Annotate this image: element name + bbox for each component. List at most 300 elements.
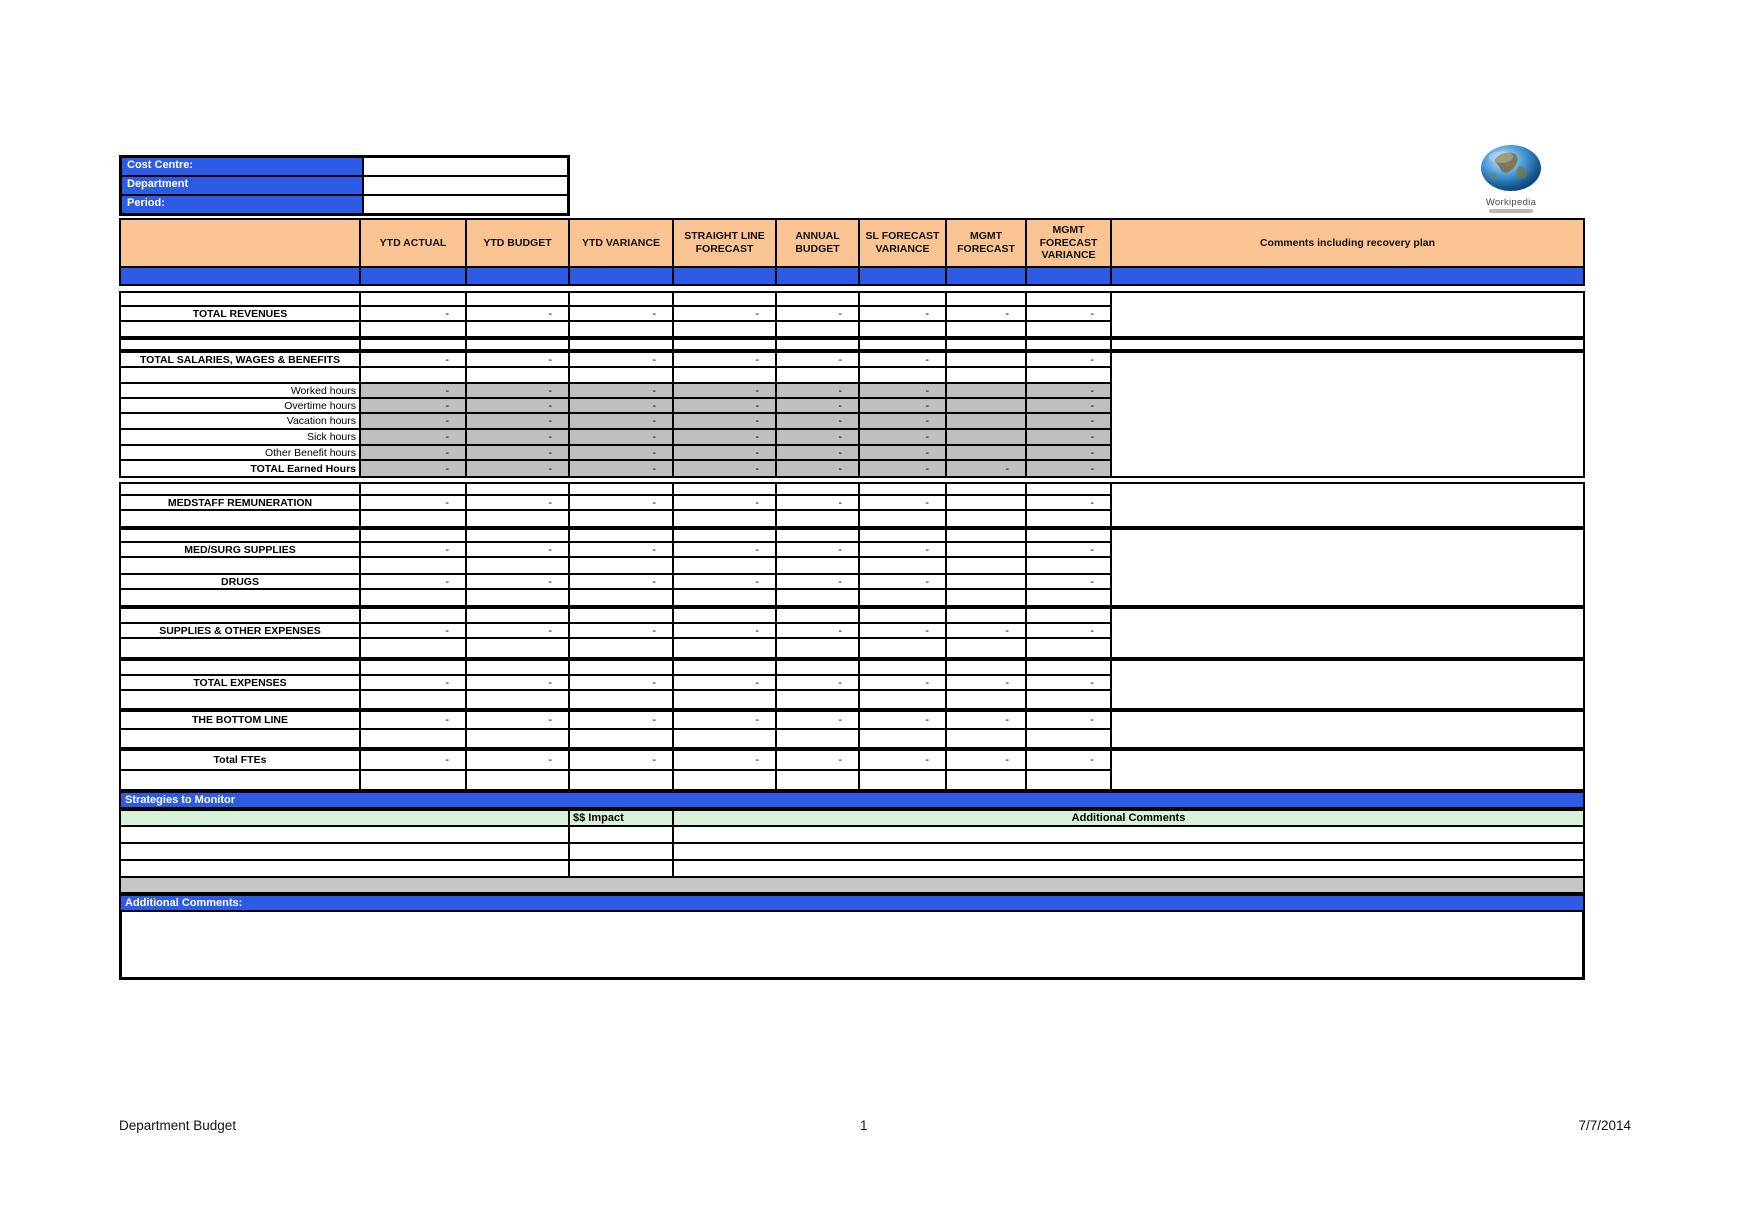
data-cell[interactable]: - <box>361 543 467 556</box>
blue-separator-cell <box>860 268 947 284</box>
data-cell[interactable] <box>947 340 1027 349</box>
data-cell[interactable] <box>570 530 674 541</box>
table-row <box>121 484 1112 496</box>
data-cell[interactable]: - <box>467 353 570 366</box>
data-cell[interactable]: - <box>777 399 860 412</box>
data-cell[interactable]: - <box>361 751 467 769</box>
data-cell[interactable] <box>467 293 570 305</box>
data-cell[interactable] <box>1027 661 1112 674</box>
data-cell[interactable]: - <box>777 543 860 556</box>
data-cell[interactable]: - <box>674 624 777 637</box>
data-cell[interactable]: - <box>570 751 674 769</box>
data-cell[interactable]: - <box>570 399 674 412</box>
data-cell[interactable] <box>361 609 467 622</box>
data-cell[interactable] <box>777 609 860 622</box>
data-cell[interactable] <box>947 771 1027 789</box>
data-cell[interactable]: - <box>467 624 570 637</box>
comments-cell[interactable] <box>1112 340 1583 349</box>
data-cell[interactable] <box>777 293 860 305</box>
data-cell[interactable] <box>361 340 467 349</box>
data-cell[interactable] <box>860 322 947 336</box>
data-cell[interactable]: - <box>777 751 860 769</box>
data-cell[interactable] <box>1027 639 1112 657</box>
data-cell[interactable]: - <box>674 676 777 689</box>
data-cell[interactable] <box>947 730 1027 747</box>
logo-text: Workipedia <box>1485 197 1537 208</box>
data-cell[interactable]: - <box>1027 676 1112 689</box>
table-row <box>121 511 1112 526</box>
data-cell[interactable]: - <box>361 496 467 509</box>
data-cell[interactable] <box>947 484 1027 494</box>
data-cell[interactable]: - <box>947 751 1027 769</box>
data-cell[interactable]: - <box>1027 307 1112 320</box>
data-cell[interactable] <box>860 368 947 382</box>
table-row <box>121 322 1112 336</box>
data-cell[interactable]: - <box>860 430 947 444</box>
data-cell[interactable]: - <box>860 751 947 769</box>
data-cell[interactable] <box>570 691 674 708</box>
data-cell[interactable] <box>674 661 777 674</box>
data-cell[interactable] <box>947 414 1027 428</box>
department-input[interactable] <box>364 177 567 194</box>
data-cell[interactable]: - <box>674 384 777 397</box>
data-cell[interactable] <box>1027 558 1112 573</box>
data-cell[interactable] <box>947 353 1027 366</box>
data-cell[interactable] <box>361 590 467 605</box>
data-cell[interactable]: - <box>674 712 777 728</box>
strategies-to-monitor-bar: Strategies to Monitor <box>119 791 1585 809</box>
data-cell[interactable] <box>1027 368 1112 382</box>
data-cell[interactable]: - <box>361 399 467 412</box>
table-row <box>121 639 1112 657</box>
period-input[interactable] <box>364 196 567 213</box>
data-cell[interactable]: - <box>361 461 467 476</box>
data-cell[interactable] <box>361 293 467 305</box>
data-cell[interactable]: - <box>860 307 947 320</box>
data-cell[interactable] <box>570 771 674 789</box>
department-label: Department <box>122 177 364 194</box>
footer-date: 7/7/2014 <box>1578 1118 1631 1133</box>
data-cell[interactable]: - <box>467 384 570 397</box>
data-cell[interactable] <box>947 558 1027 573</box>
data-cell[interactable]: - <box>467 496 570 509</box>
data-cell[interactable] <box>947 575 1027 588</box>
data-cell[interactable] <box>947 322 1027 336</box>
data-cell[interactable]: - <box>1027 712 1112 728</box>
data-cell[interactable]: - <box>674 353 777 366</box>
data-cell[interactable] <box>361 511 467 526</box>
data-cell[interactable] <box>570 484 674 494</box>
table-row <box>121 712 1112 730</box>
data-cell[interactable]: - <box>1027 496 1112 509</box>
strategy-text-cell[interactable] <box>121 861 570 876</box>
row-label <box>121 511 361 526</box>
strategy-text-cell[interactable] <box>121 844 570 859</box>
additional-comments-bar: Additional Comments: <box>119 894 1585 912</box>
data-cell[interactable]: - <box>570 307 674 320</box>
data-cell[interactable] <box>674 771 777 789</box>
data-cell[interactable]: - <box>467 543 570 556</box>
cost-centre-label: Cost Centre: <box>122 158 364 175</box>
data-cell[interactable]: - <box>361 676 467 689</box>
strategy-impact-cell[interactable] <box>570 844 674 859</box>
data-cell[interactable] <box>674 590 777 605</box>
data-cell[interactable]: - <box>1027 543 1112 556</box>
data-cell[interactable] <box>467 511 570 526</box>
data-cell[interactable]: - <box>467 461 570 476</box>
comments-cell[interactable] <box>1112 484 1583 526</box>
data-cell[interactable]: - <box>777 624 860 637</box>
data-cell[interactable]: - <box>570 353 674 366</box>
data-cell[interactable] <box>947 609 1027 622</box>
data-cell[interactable] <box>777 511 860 526</box>
data-cell[interactable]: - <box>570 575 674 588</box>
table-row <box>121 496 1112 511</box>
header-cell-ytd-actual: YTD ACTUAL <box>361 220 467 266</box>
table-row <box>121 575 1112 590</box>
data-cell[interactable]: - <box>777 384 860 397</box>
data-cell[interactable] <box>947 590 1027 605</box>
data-cell[interactable] <box>467 691 570 708</box>
data-cell[interactable] <box>570 590 674 605</box>
data-cell[interactable] <box>467 661 570 674</box>
additional-comments-box[interactable] <box>119 912 1585 980</box>
table-header-row <box>119 218 1585 268</box>
data-cell[interactable]: - <box>1027 575 1112 588</box>
data-cell[interactable]: - <box>1027 353 1112 366</box>
data-cell[interactable] <box>361 639 467 657</box>
data-cell[interactable]: - <box>570 624 674 637</box>
data-cell[interactable]: - <box>361 353 467 366</box>
comments-cell[interactable] <box>1112 712 1583 747</box>
data-cell[interactable]: - <box>361 307 467 320</box>
data-cell[interactable] <box>674 639 777 657</box>
data-cell[interactable]: - <box>674 307 777 320</box>
data-cell[interactable]: - <box>674 543 777 556</box>
data-cell[interactable]: - <box>860 712 947 728</box>
data-cell[interactable]: - <box>1027 430 1112 444</box>
comments-cell[interactable] <box>1112 609 1583 657</box>
data-cell[interactable] <box>860 558 947 573</box>
data-cell[interactable] <box>674 730 777 747</box>
data-cell[interactable] <box>674 293 777 305</box>
data-cell[interactable]: - <box>947 712 1027 728</box>
table-row <box>121 590 1112 605</box>
data-cell[interactable]: - <box>570 430 674 444</box>
data-cell[interactable] <box>467 558 570 573</box>
data-cell[interactable] <box>674 530 777 541</box>
data-cell[interactable] <box>947 496 1027 509</box>
data-cell[interactable]: - <box>777 496 860 509</box>
data-cell[interactable]: - <box>777 712 860 728</box>
data-cell[interactable] <box>467 322 570 336</box>
data-cell[interactable]: - <box>674 399 777 412</box>
data-cell[interactable] <box>1027 293 1112 305</box>
data-cell[interactable]: - <box>361 624 467 637</box>
row-label: Sick hours <box>121 430 361 444</box>
data-cell[interactable]: - <box>674 461 777 476</box>
data-cell[interactable]: - <box>570 384 674 397</box>
section-rows <box>121 484 1112 526</box>
data-cell[interactable] <box>1027 340 1112 349</box>
info-row-period <box>122 196 567 213</box>
data-cell[interactable] <box>947 430 1027 444</box>
cost-centre-input[interactable] <box>364 158 567 175</box>
comments-cell[interactable] <box>1112 353 1583 476</box>
data-cell[interactable]: - <box>674 751 777 769</box>
impact-row-left-cell[interactable] <box>121 811 570 825</box>
data-cell[interactable]: - <box>570 543 674 556</box>
data-cell[interactable] <box>947 691 1027 708</box>
data-cell[interactable] <box>361 771 467 789</box>
data-cell[interactable]: - <box>860 496 947 509</box>
data-cell[interactable]: - <box>1027 399 1112 412</box>
data-cell[interactable] <box>361 558 467 573</box>
data-cell[interactable]: - <box>860 414 947 428</box>
comments-cell[interactable] <box>1112 661 1583 708</box>
header-cell-rowlabels <box>121 220 361 266</box>
data-cell[interactable] <box>777 368 860 382</box>
data-cell[interactable]: - <box>1027 461 1112 476</box>
data-cell[interactable]: - <box>361 712 467 728</box>
data-cell[interactable]: - <box>467 446 570 459</box>
row-label: DRUGS <box>121 575 361 588</box>
data-cell[interactable]: - <box>361 414 467 428</box>
data-cell[interactable]: - <box>860 384 947 397</box>
data-cell[interactable]: - <box>947 461 1027 476</box>
header-cell-mgmt-forecast: MGMT FORECAST <box>947 220 1027 266</box>
data-cell[interactable] <box>947 511 1027 526</box>
data-cell[interactable]: - <box>777 575 860 588</box>
data-cell[interactable] <box>361 322 467 336</box>
data-cell[interactable] <box>860 340 947 349</box>
comments-cell[interactable] <box>1112 530 1583 605</box>
data-cell[interactable]: - <box>860 399 947 412</box>
data-cell[interactable] <box>1027 609 1112 622</box>
data-cell[interactable] <box>467 771 570 789</box>
data-cell[interactable]: - <box>947 307 1027 320</box>
data-cell[interactable] <box>777 530 860 541</box>
data-cell[interactable]: - <box>361 430 467 444</box>
table-row <box>121 661 1112 676</box>
data-cell[interactable] <box>947 446 1027 459</box>
data-cell[interactable] <box>777 730 860 747</box>
data-cell[interactable]: - <box>777 414 860 428</box>
strategy-impact-cell[interactable] <box>570 861 674 876</box>
data-cell[interactable] <box>947 639 1027 657</box>
data-cell[interactable]: - <box>361 384 467 397</box>
data-cell[interactable]: - <box>860 353 947 366</box>
strategy-text-cell[interactable] <box>121 827 570 842</box>
data-cell[interactable]: - <box>860 543 947 556</box>
data-cell[interactable]: - <box>1027 384 1112 397</box>
data-cell[interactable] <box>1027 511 1112 526</box>
strategy-comment-cell[interactable] <box>674 827 1583 842</box>
data-cell[interactable]: - <box>1027 446 1112 459</box>
data-cell[interactable] <box>361 484 467 494</box>
data-cell[interactable]: - <box>947 624 1027 637</box>
data-cell[interactable] <box>777 590 860 605</box>
data-cell[interactable] <box>467 730 570 747</box>
data-cell[interactable] <box>674 691 777 708</box>
data-cell[interactable]: - <box>570 676 674 689</box>
table-row <box>121 307 1112 322</box>
data-cell[interactable] <box>1027 530 1112 541</box>
comments-cell[interactable] <box>1112 293 1583 336</box>
data-cell[interactable] <box>947 530 1027 541</box>
data-cell[interactable]: - <box>467 414 570 428</box>
data-cell[interactable] <box>570 368 674 382</box>
data-cell[interactable] <box>777 661 860 674</box>
data-cell[interactable] <box>860 661 947 674</box>
data-cell[interactable] <box>860 609 947 622</box>
data-cell[interactable]: - <box>1027 414 1112 428</box>
section-spacer <box>119 338 1585 351</box>
data-cell[interactable] <box>570 661 674 674</box>
data-cell[interactable] <box>947 399 1027 412</box>
data-cell[interactable]: - <box>570 712 674 728</box>
data-cell[interactable]: - <box>1027 751 1112 769</box>
data-cell[interactable] <box>947 543 1027 556</box>
data-cell[interactable] <box>777 771 860 789</box>
data-cell[interactable]: - <box>467 575 570 588</box>
data-cell[interactable] <box>467 484 570 494</box>
strategy-comment-cell[interactable] <box>674 861 1583 876</box>
data-cell[interactable] <box>860 691 947 708</box>
data-cell[interactable] <box>361 530 467 541</box>
data-cell[interactable] <box>674 511 777 526</box>
data-cell[interactable]: - <box>860 575 947 588</box>
data-cell[interactable] <box>674 368 777 382</box>
data-cell[interactable] <box>777 691 860 708</box>
data-cell[interactable] <box>361 368 467 382</box>
data-cell[interactable]: - <box>570 496 674 509</box>
data-cell[interactable]: - <box>361 575 467 588</box>
data-cell[interactable] <box>947 661 1027 674</box>
row-label <box>121 661 361 674</box>
data-cell[interactable]: - <box>777 676 860 689</box>
data-cell[interactable]: - <box>674 496 777 509</box>
data-cell[interactable] <box>467 368 570 382</box>
data-cell[interactable] <box>860 484 947 494</box>
data-cell[interactable]: - <box>570 414 674 428</box>
data-cell[interactable] <box>1027 484 1112 494</box>
data-cell[interactable] <box>860 639 947 657</box>
data-cell[interactable]: - <box>467 712 570 728</box>
data-cell[interactable] <box>1027 691 1112 708</box>
row-label <box>121 771 361 789</box>
data-cell[interactable] <box>1027 322 1112 336</box>
data-cell[interactable] <box>570 293 674 305</box>
data-cell[interactable]: - <box>1027 624 1112 637</box>
data-cell[interactable]: - <box>674 430 777 444</box>
data-cell[interactable] <box>570 340 674 349</box>
data-cell[interactable] <box>1027 771 1112 789</box>
data-cell[interactable]: - <box>674 414 777 428</box>
data-cell[interactable]: - <box>467 399 570 412</box>
table-row <box>121 609 1112 624</box>
data-cell[interactable] <box>570 639 674 657</box>
data-cell[interactable]: - <box>570 461 674 476</box>
data-cell[interactable] <box>674 322 777 336</box>
data-cell[interactable] <box>777 340 860 349</box>
data-cell[interactable] <box>467 340 570 349</box>
header-cell-ytd-variance: YTD VARIANCE <box>570 220 674 266</box>
data-cell[interactable]: - <box>467 307 570 320</box>
blue-separator-cell <box>570 268 674 284</box>
data-cell[interactable]: - <box>777 446 860 459</box>
table-section <box>119 351 1585 478</box>
data-cell[interactable] <box>674 558 777 573</box>
data-cell[interactable]: - <box>860 446 947 459</box>
data-cell[interactable]: - <box>947 676 1027 689</box>
header-cell-sl-forecast-variance: SL FORECAST VARIANCE <box>860 220 947 266</box>
data-cell[interactable] <box>947 384 1027 397</box>
data-cell[interactable] <box>361 691 467 708</box>
data-cell[interactable]: - <box>777 430 860 444</box>
data-cell[interactable]: - <box>777 461 860 476</box>
data-cell[interactable] <box>467 639 570 657</box>
data-cell[interactable]: - <box>860 676 947 689</box>
data-cell[interactable]: - <box>674 446 777 459</box>
data-cell[interactable] <box>777 558 860 573</box>
data-cell[interactable] <box>467 530 570 541</box>
data-cell[interactable] <box>860 530 947 541</box>
data-cell[interactable]: - <box>467 751 570 769</box>
data-cell[interactable]: - <box>860 461 947 476</box>
data-cell[interactable] <box>361 730 467 747</box>
data-cell[interactable] <box>947 293 1027 305</box>
data-cell[interactable] <box>361 661 467 674</box>
data-cell[interactable] <box>570 730 674 747</box>
strategy-impact-cell[interactable] <box>570 827 674 842</box>
data-cell[interactable] <box>467 609 570 622</box>
data-cell[interactable] <box>777 322 860 336</box>
data-cell[interactable]: - <box>361 446 467 459</box>
data-cell[interactable]: - <box>674 575 777 588</box>
data-cell[interactable] <box>860 730 947 747</box>
data-cell[interactable]: - <box>570 446 674 459</box>
table-section <box>119 749 1585 791</box>
data-cell[interactable] <box>674 609 777 622</box>
data-cell[interactable] <box>1027 730 1112 747</box>
data-cell[interactable] <box>777 639 860 657</box>
data-cell[interactable]: - <box>860 624 947 637</box>
data-cell[interactable] <box>674 484 777 494</box>
data-cell[interactable]: - <box>467 676 570 689</box>
data-cell[interactable] <box>947 368 1027 382</box>
data-cell[interactable] <box>860 771 947 789</box>
data-cell[interactable] <box>570 322 674 336</box>
data-cell[interactable] <box>570 558 674 573</box>
table-section <box>119 528 1585 607</box>
data-cell[interactable] <box>467 590 570 605</box>
data-cell[interactable]: - <box>467 430 570 444</box>
data-cell[interactable] <box>674 340 777 349</box>
data-cell[interactable] <box>1027 590 1112 605</box>
data-cell[interactable] <box>777 484 860 494</box>
data-cell[interactable] <box>860 511 947 526</box>
gray-divider-row <box>119 878 1585 894</box>
data-cell[interactable] <box>570 511 674 526</box>
data-cell[interactable]: - <box>777 353 860 366</box>
data-cell[interactable] <box>860 590 947 605</box>
strategy-comment-cell[interactable] <box>674 844 1583 859</box>
data-cell[interactable]: - <box>777 307 860 320</box>
data-cell[interactable] <box>570 609 674 622</box>
data-cell[interactable] <box>860 293 947 305</box>
comments-cell[interactable] <box>1112 751 1583 789</box>
